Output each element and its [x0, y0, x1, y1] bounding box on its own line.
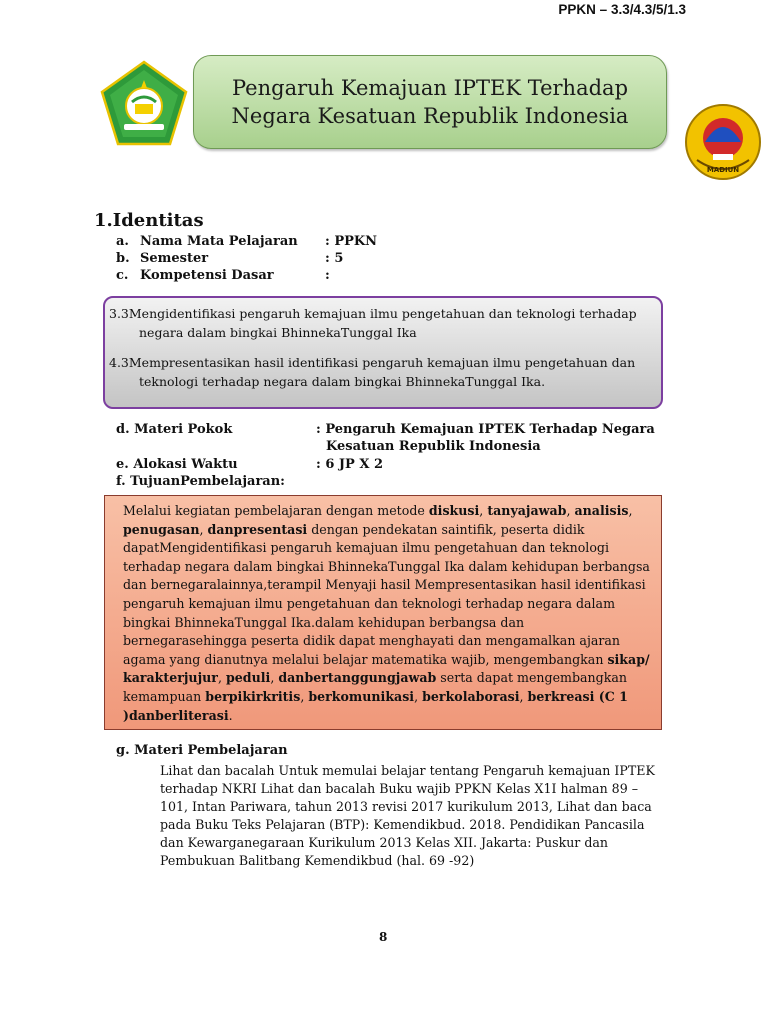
materi-pokok-row: d. Materi Pokok : Pengaruh Kemajuan IPTEK Terhadap Negara Kesatuan Republik Indonesia [116, 422, 655, 454]
page-number: 8 [379, 930, 388, 944]
tujuan-label: f. TujuanPembelajaran: [116, 474, 285, 489]
tujuan-pembelajaran-box: Melalui kegiatan pembelajaran dengan metode diskusi, tanyajawab, analisis, penugasan, danpresentasi dengan pendekatan saintifik, peserta didik dapatMengidentifikasi pengaruh kemajuan ilmu pengetahuan dan teknologi terhadap negara dalam bingkai BhinnekaTunggal Ika dalam kehidupan berbangsa dan bernegaralainnya,terampil Menyaji hasil Mempresentasikan hasil identifikasi pengaruh kemajuan ilmu pengetahuan dan teknologi terhadap negara dalam bingkai BhinnekaTunggal Ika.dalam kehidupan berbangsa dan bernegarasehingga peserta didik dapat menghayati dan mengamalkan ajaran agama yang dianutnya melalui belajar matematika wajib, mengembangkan sikap/ karakterjujur, peduli, danbertanggungjawab serta dapat mengembangkan kemampuan berpikirkritis, berkomunikasi, berkolaborasi, berkreasi (C 1 )danberliterasi. [104, 495, 662, 730]
alokasi-waktu-row: e. Alokasi Waktu : 6 JP X 2 [116, 457, 384, 472]
title-banner [193, 55, 667, 149]
kd-item-4-3: 4.3Mempresentasikan hasil identifikasi pengaruh kemajuan ilmu pengetahuan dan teknologi terhadap negara dalam bingkai BhinnekaTunggal Ika. [109, 355, 636, 389]
identity-row: a. Nama Mata Pelajaran : PPKN [116, 234, 378, 249]
materi-pembelajaran-body: Lihat dan bacalah Untuk memulai belajar tentang Pengaruh kemajuan IPTEK terhadap NKRI Lihat dan bacalah Buku wajib PPKN Kelas X1I halman 89 – 101, Intan Pariwara, tahun 2013 revisi 2017 kurikulum 2013, Lihat dan baca pada Buku Teks Pelajaran (BTP): Kemendikbud. 2018. Pendidikan Pancasila dan Kewarganegaraan Kurikulum 2013 Kelas XII. Jakarta: Puskur dan Pembukuan Balitbang Kemendikbud (hal. 69 -92) [160, 763, 655, 868]
section-heading-identitas: 1.Identitas [94, 210, 204, 231]
kemenag-logo-icon [100, 60, 188, 146]
identity-row: c. Kompetensi Dasar : [116, 268, 330, 283]
materi-pembelajaran-heading: g. Materi Pembelajaran [116, 743, 288, 758]
madiun-emblem-icon [683, 102, 763, 182]
emblem-label: MADIUN [706, 166, 740, 174]
title-line-2: Negara Kesatuan Republik Indonesia [231, 104, 629, 128]
kd-item-3-3: 3.3Mengidentifikasi pengaruh kemajuan ilmu pengetahuan dan teknologi terhadap negara dalam bingkai BhinnekaTunggal Ika [109, 306, 637, 340]
title-line-1: Pengaruh Kemajuan IPTEK Terhadap [231, 76, 629, 100]
kompetensi-dasar-box [103, 296, 663, 409]
document-code: PPKN – 3.3/4.3/5/1.3 [558, 2, 686, 17]
identity-row: b. Semester : 5 [116, 251, 344, 266]
